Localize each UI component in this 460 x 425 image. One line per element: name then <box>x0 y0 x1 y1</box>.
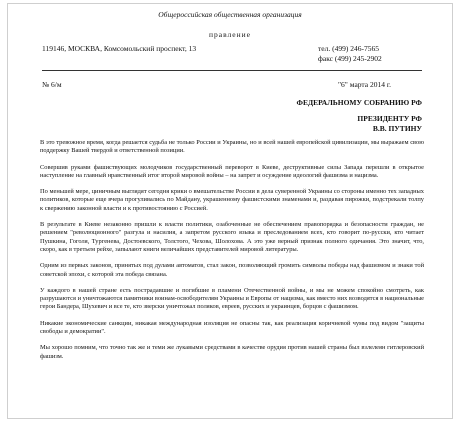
contact-block <box>318 44 382 64</box>
paragraph: В результате в Киеве незаконно пришли к власти политики, озабоченные не обеспечением правопорядка и безопасности граждан, не решением "революционного" разгула и насилия, а запретом русского языка и преследованием всех, кто говорит по-русски, кто читает Пушкина, Гоголя, Тургенева, Достоевского, Толстого, Чехова, Шолохова. А это уже верный признак полного одичания. Это значит, что, скоро, как в третьем рейхе, запылают книги величайших представителей мировой литературы. <box>40 221 424 253</box>
paragraph: Совершив руками фашиствующих молодчиков государственный переворот в Киеве, деструктивные силы Запада перешли в открытое наступление на главный нравственный итог второй мировой войны – на запрет и осуждение идеологий фашизма и нацизма. <box>40 163 424 179</box>
recipient-president: ПРЕЗИДЕНТУ РФ <box>357 114 422 123</box>
header-divider <box>42 70 422 71</box>
board-title: правление <box>209 30 251 39</box>
address: 119146, МОСКВА, Комсомольский проспект, 13 <box>42 44 197 53</box>
paragraph: Никакие экономические санкции, никакая международная изоляция не опасны так, как реализация коричневой чумы под видом "защиты свободы и демократии". <box>40 319 424 336</box>
letter-date: "6" марта 2014 г. <box>338 80 391 89</box>
fax: факс (499) 245-2902 <box>318 54 382 63</box>
paragraph: Мы хорошо помним, что точно так же и теми же лукавыми средствами в качестве орудия против нашей страны был взлелеян гитлеровский фашизм. <box>40 344 424 360</box>
paragraph: По меньшей мере, циничным выглядят сегодня крики о вмешательстве России в дела суверенной Украины со стороны именно тех западных политиков, которые еще вчера прогуливались по Майдану, украшенному фашистскими знаменами и, раздавая пирожки, подстрекали толпу к свержению законной власти и к противостоянию с Россией. <box>40 188 424 212</box>
paragraph: В это тревожное время, когда решается судьба не только России и Украины, но и всей нашей европейской цивилизации, мы выражаем свою поддержку Вашей твердой и ответственной позиции. <box>40 139 424 155</box>
recipient-name: В.В. ПУТИНУ <box>372 124 422 133</box>
letter-page <box>7 3 453 419</box>
recipients <box>297 98 422 134</box>
recipient-assembly: ФЕДЕРАЛЬНОМУ СОБРАНИЮ РФ <box>296 98 422 107</box>
paragraph: Одним из первых законов, принятых под дулами автоматов, стал закон, позволяющий громить символы победы над фашизмом и знаки той советской эпохи, с которой эта победа связана. <box>40 262 424 278</box>
phone: тел. (499) 246-7565 <box>318 44 379 53</box>
letter-body <box>40 139 424 369</box>
org-name: Общероссийская общественная организация <box>158 10 302 19</box>
paragraph: У каждого в нашей стране есть пострадавшие и погибшие в пламени Отечественной войны, и мы не можем спокойно смотреть, как разрушаются и уничтожаются памятники воинам-освободителям Украины и Европы от нацизма, как вместо них возводятся в национальные герои Бандера, Шухевич и все те, кто зверски уничтожал поляков, евреев, русских и украинцев, борцов с фашизмом. <box>40 286 424 311</box>
letter-number: № 6/м <box>42 80 62 89</box>
